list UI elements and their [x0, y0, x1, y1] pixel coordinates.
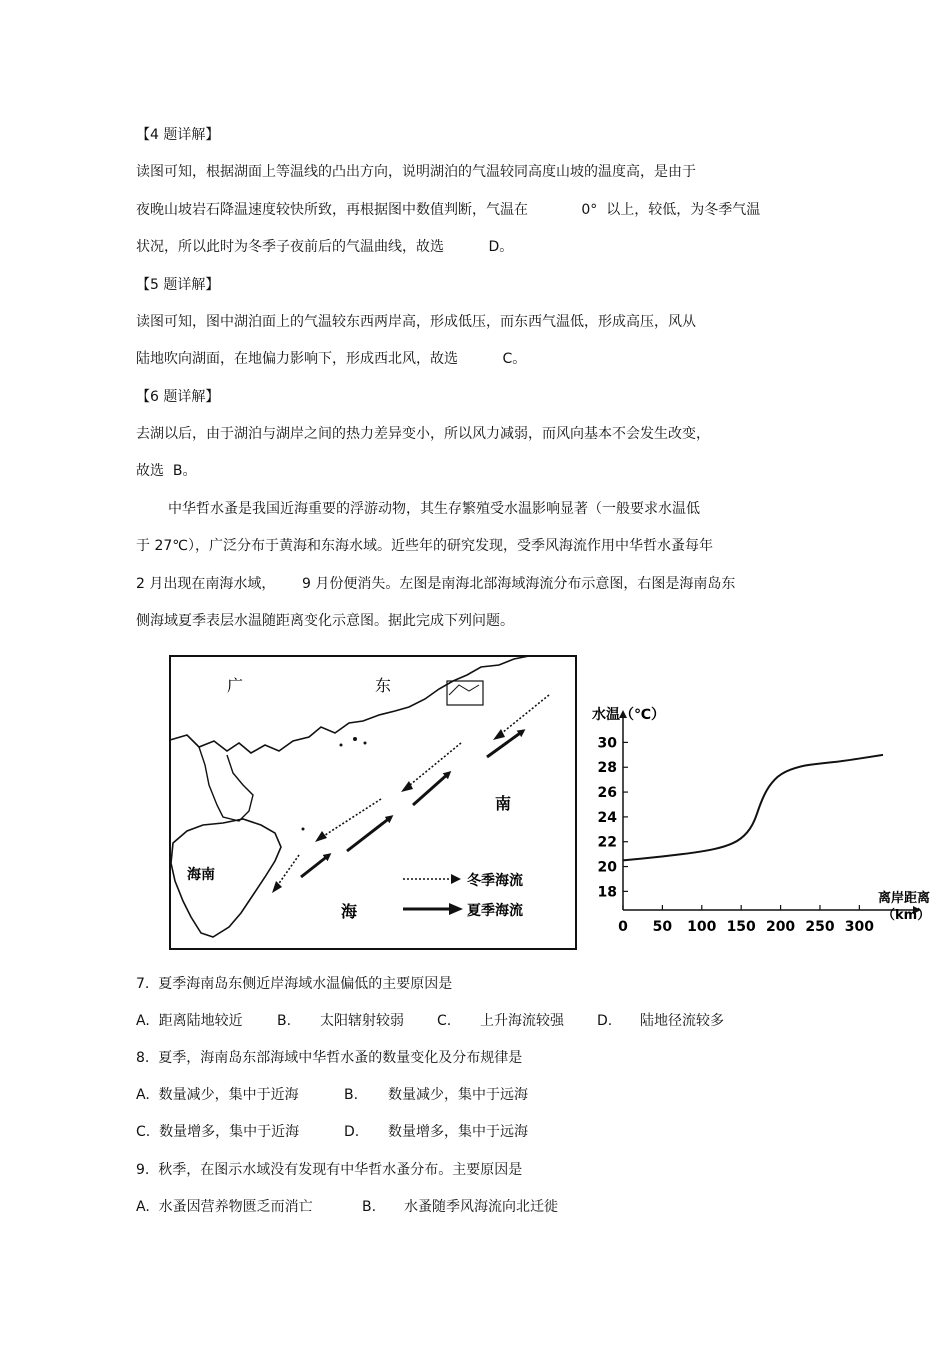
legend-winter-label: 冬季海流	[467, 873, 523, 889]
q7-option-b: 太阳辖射较弱	[320, 1013, 404, 1029]
q8-option-b-letter: B.	[344, 1087, 359, 1103]
series-line	[623, 755, 883, 861]
y-tick-label: 28	[597, 760, 617, 777]
q7-option-c: 上升海流较强	[480, 1013, 564, 1029]
ocean-current-map	[169, 655, 577, 950]
passage-line-4: 侧海域夏季表层水温随距离变化示意图。据此完成下列问题。	[136, 613, 514, 629]
x-tick-label: 300	[844, 919, 874, 935]
q8-option-a: A. 数量减少，集中于近海	[136, 1087, 299, 1103]
q7-option-d: 陆地径流较多	[640, 1013, 724, 1029]
q6-line-1: 去湖以后，由于湖泊与湖岸之间的热力差异变小，所以风力减弱，而风向基本不会发生改变，	[136, 426, 710, 442]
q6-heading: 【6 题详解】	[136, 389, 220, 405]
x-tick-label: 200	[765, 919, 796, 935]
q8-option-b: 数量减少，集中于远海	[388, 1087, 528, 1103]
q4-line-1: 读图可知，根据湖面上等温线的凸出方向，说明湖泊的气温较同高度山坡的温度高，是由于	[136, 164, 696, 180]
map-label-hainan: 海南	[187, 867, 215, 883]
passage-line-1: 中华哲水蚤是我国近海重要的浮游动物，其生存繁殖受水温影响显著（一般要求水温低	[168, 501, 700, 517]
q7-stem: 7. 夏季海南岛东侧近岸海域水温偏低的主要原因是	[136, 976, 453, 992]
y-tick-label: 20	[597, 859, 617, 876]
x-tick-label: 100	[687, 919, 717, 935]
y-tick-label: 24	[597, 809, 617, 826]
x-tick-label: 50	[652, 919, 673, 935]
x-tick-label: 150	[726, 919, 756, 935]
passage-line-3: 2 月出现在南海水域， 9 月份便消失。左图是南海北部海域海流分布示意图，右图是海南岛东	[136, 576, 736, 592]
y-tick-label: 22	[597, 834, 617, 851]
map-label-hai: 海	[341, 902, 358, 921]
y-tick-label: 18	[597, 884, 617, 901]
q9-option-a: A. 水蚤因营养物匮乏而消亡	[136, 1199, 313, 1215]
chart-xlabel: 离岸距离	[878, 891, 931, 906]
q5-line-1: 读图可知，图中湖泊面上的气温较东西两岸高，形成低压，而东西气温低，形成高压，风从	[136, 314, 696, 330]
q8-option-d: 数量增多，集中于远海	[388, 1124, 528, 1140]
q8-option-c: C. 数量增多，集中于近海	[136, 1124, 300, 1140]
y-tick-label: 30	[597, 735, 617, 752]
q8-stem: 8. 夏季，海南岛东部海域中华哲水蚤的数量变化及分布规律是	[136, 1050, 523, 1066]
q6-line-2: 故选 B。	[136, 463, 197, 479]
q9-stem: 9. 秋季，在图示水域没有发现有中华哲水蚤分布。主要原因是	[136, 1162, 523, 1178]
chart-ylabel: 水温（℃）	[592, 707, 665, 723]
legend-summer-label: 夏季海流	[467, 903, 523, 919]
q9-option-b: 水蚤随季风海流向北迁徙	[404, 1199, 558, 1215]
q5-line-2: 陆地吹向湖面，在地偏力影响下，形成西北风，故选 C。	[136, 351, 527, 367]
map-label-guang: 广	[227, 676, 244, 695]
q7-option-d-letter: D.	[597, 1013, 613, 1029]
q4-heading: 【4 题详解】	[136, 127, 220, 143]
y-tick-label: 26	[597, 785, 617, 802]
x-tick-label: 0	[618, 919, 628, 935]
x-tick-label: 250	[805, 919, 835, 935]
water-temp-chart	[588, 700, 950, 945]
chart-xunit: （km）	[882, 908, 931, 923]
q7-option-a: A. 距离陆地较近	[136, 1013, 243, 1029]
map-label-nan: 南	[495, 794, 512, 813]
passage-line-2: 于 27℃），广泛分布于黄海和东海水域。近些年的研究发现，受季风海流作用中华哲水蚤每年	[136, 538, 713, 554]
q9-option-b-letter: B.	[362, 1199, 377, 1215]
q7-option-b-letter: B.	[277, 1013, 292, 1029]
map-label-dong: 东	[375, 676, 392, 695]
q7-option-c-letter: C.	[437, 1013, 452, 1029]
q8-option-d-letter: D.	[344, 1124, 360, 1140]
q4-line-2: 夜晚山坡岩石降温速度较快所致，再根据图中数值判断，气温在 0° 以上，较低，为冬季气温	[136, 202, 761, 218]
q4-line-3: 状况，所以此时为冬季子夜前后的气温曲线，故选 D。	[136, 239, 514, 255]
q5-heading: 【5 题详解】	[136, 277, 220, 293]
